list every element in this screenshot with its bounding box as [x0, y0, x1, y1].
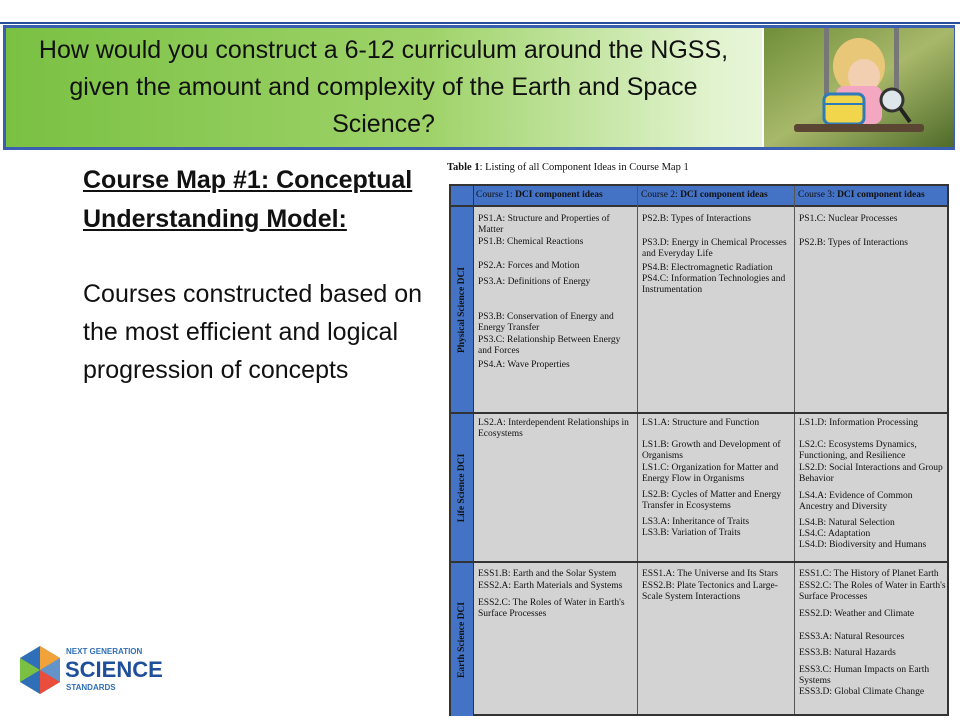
list-item: PS3.C: Relationship Between Energy and Forces [478, 335, 621, 356]
list-item: ESS2.C: The Roles of Water in Earth's Surface Processes [799, 581, 946, 602]
section-divider-1 [451, 412, 947, 414]
list-item: ESS2.D: Weather and Climate [799, 609, 915, 619]
list-item: LS4.D: Biodiversity and Humans [799, 540, 927, 550]
list-item: LS1.C: Organization for Matter and Energy Flow in Organisms [642, 463, 779, 484]
section-divider-2 [451, 561, 947, 563]
list-item: ESS2.C: The Roles of Water in Earth's Surface Processes [478, 598, 625, 619]
list-item: PS2.B: Types of Interactions [799, 238, 908, 248]
table-caption-label: Table 1 [447, 162, 480, 173]
list-item: PS4.B: Electromagnetic Radiation [642, 263, 773, 273]
table-grid [449, 184, 949, 716]
column-divider-1 [637, 186, 638, 714]
side-label-earth [451, 563, 473, 716]
list-item: ESS3.A: Natural Resources [799, 632, 905, 642]
side-label-life [451, 414, 473, 561]
list-item: ESS1.A: The Universe and Its Stars [642, 569, 778, 579]
list-item: ESS3.D: Global Climate Change [799, 687, 925, 697]
physical-course-1-cell [478, 214, 635, 374]
list-item: PS2.B: Types of Interactions [642, 214, 751, 224]
header-course-1-name: Course 1: [476, 190, 513, 200]
course-map-title: Course Map #1: Conceptual Understanding Model: [83, 166, 413, 233]
list-item: ESS3.B: Natural Hazards [799, 648, 896, 658]
title-banner [3, 25, 955, 150]
list-item: LS3.B: Variation of Traits [642, 528, 741, 538]
header-course-1 [473, 186, 637, 205]
course-map-explanation: Courses constructed based on the most efficient and logical progression of concepts [83, 280, 423, 384]
list-item: LS2.B: Cycles of Matter and Energy Transfer in Ecosystems [642, 490, 782, 511]
physical-course-3-cell [799, 214, 947, 252]
photo-illustration [764, 28, 954, 147]
list-item: PS1.C: Nuclear Processes [799, 214, 898, 224]
side-label-life-text: Life Science DCI [457, 453, 467, 522]
list-item: PS3.B: Conservation of Energy and Energy Transfer [478, 312, 614, 333]
column-divider-2 [794, 186, 795, 714]
header-course-2 [638, 186, 794, 205]
header-course-1-rest: DCI component ideas [512, 190, 603, 200]
list-item: PS4.A: Wave Properties [478, 360, 570, 370]
life-course-2-cell [642, 418, 790, 542]
list-item: PS3.A: Definitions of Energy [478, 277, 591, 287]
header-course-3-rest: DCI component ideas [834, 190, 925, 200]
list-item: LS1.D: Information Processing [799, 418, 919, 428]
side-label-earth-text: Earth Science DCI [457, 601, 467, 678]
side-label-physical-text: Physical Science DCI [457, 266, 467, 353]
list-item: LS4.B: Natural Selection [799, 518, 895, 528]
list-item: PS3.D: Energy in Chemical Processes and Everyday Life [642, 238, 787, 259]
list-item: LS4.C: Adaptation [799, 529, 871, 539]
list-item: ESS1.C: The History of Planet Earth [799, 569, 939, 579]
logo-line-1: NEXT GENERATION [66, 647, 143, 656]
list-item: LS4.A: Evidence of Common Ancestry and Diversity [799, 491, 913, 512]
list-item: ESS1.B: Earth and the Solar System [478, 569, 617, 579]
logo-line-2: SCIENCE [65, 657, 163, 682]
header-course-2-name: Course 2: [641, 190, 678, 200]
top-rule [0, 22, 960, 24]
list-item: LS2.A: Interdependent Relationships in Ecosystems [478, 418, 629, 439]
list-item: PS2.A: Forces and Motion [478, 261, 580, 271]
table-header-row [451, 186, 947, 207]
list-item: LS1.B: Growth and Development of Organisms [642, 440, 781, 461]
list-item: PS4.C: Information Technologies and Instrumentation [642, 274, 786, 295]
banner-question: How would you construct a 6-12 curriculum around the NGSS, given the amount and complexity of the Earth and Space Science? [38, 36, 729, 138]
ngss-logo-mark [16, 640, 163, 702]
list-item: ESS3.C: Human Impacts on Earth Systems [799, 665, 930, 686]
life-course-3-cell [799, 418, 947, 554]
list-item: ESS2.A: Earth Materials and Systems [478, 581, 623, 591]
earth-course-3-cell [799, 569, 947, 701]
header-course-3-name: Course 3: [798, 190, 835, 200]
header-course-3 [795, 186, 949, 205]
list-item: LS1.A: Structure and Function [642, 418, 760, 428]
component-ideas-table [447, 160, 949, 718]
side-label-physical [451, 207, 473, 412]
list-item: LS2.C: Ecosystems Dynamics, Functioning, and Resilience [799, 440, 917, 461]
earth-course-1-cell [478, 569, 635, 623]
child-with-bug-jar-photo [762, 28, 954, 147]
table-caption-text: : Listing of all Component Ideas in Course Map 1 [479, 162, 689, 173]
list-item: LS2.D: Social Interactions and Group Behavior [799, 463, 943, 484]
list-item: ESS2.B: Plate Tectonics and Large-Scale System Interactions [642, 581, 778, 602]
course-map-description [83, 161, 423, 389]
list-item: PS1.B: Chemical Reactions [478, 237, 584, 247]
header-course-2-rest: DCI component ideas [677, 190, 768, 200]
physical-course-2-cell [642, 214, 790, 299]
table-caption [447, 160, 949, 175]
logo-line-3: STANDARDS [66, 683, 116, 692]
ngss-logo [16, 640, 163, 702]
side-divider [473, 186, 474, 714]
life-course-1-cell [478, 418, 635, 443]
list-item: PS1.A: Structure and Properties of Matter [478, 214, 610, 235]
earth-course-2-cell [642, 569, 790, 606]
list-item: LS3.A: Inheritance of Traits [642, 517, 750, 527]
